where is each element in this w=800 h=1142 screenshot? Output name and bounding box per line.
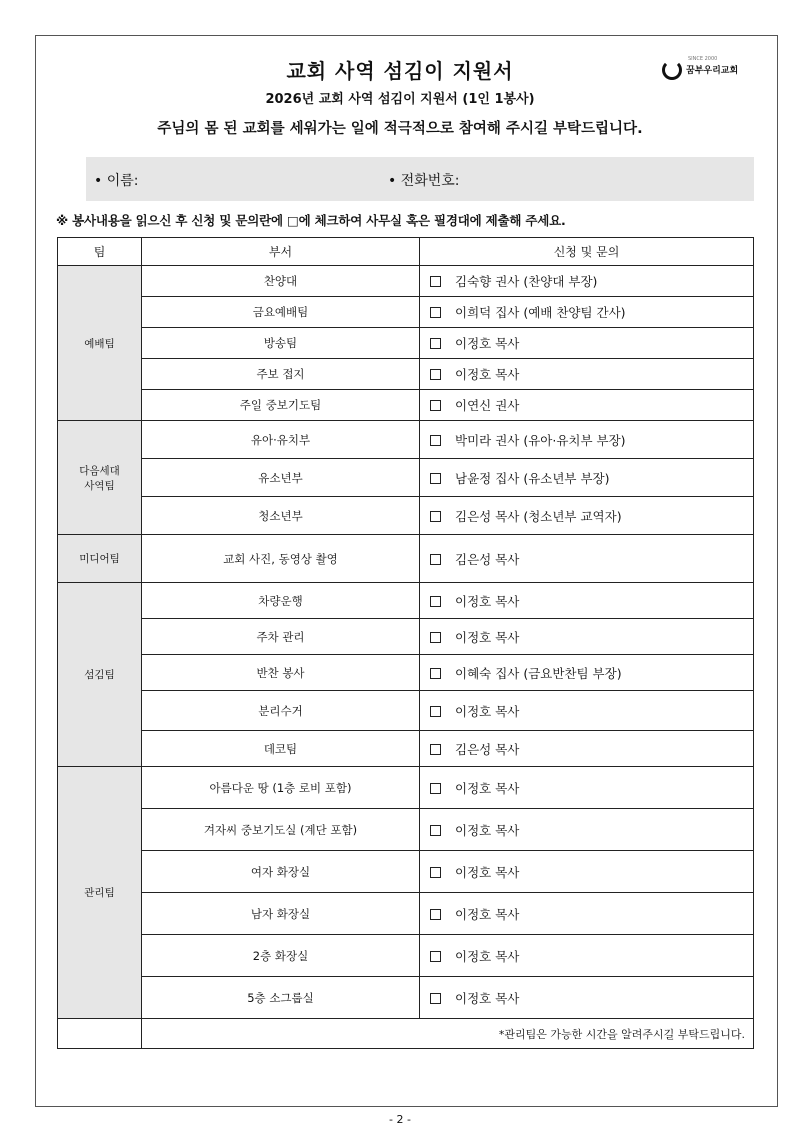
contact-text: 이혜숙 집사 (금요반찬팀 부장) [455,665,622,681]
intro-text: 주님의 몸 된 교회를 세워가는 일에 적극적으로 참여해 주시길 부탁드립니다. [157,121,643,137]
table-row [58,977,754,1019]
table-row [58,328,754,359]
contact-cell [420,731,754,767]
form-subtitle: 2026년 교회 사역 섬김이 지원서 (1인 1봉사) [265,92,535,107]
phone-field-label[interactable]: • 전화번호: [388,173,460,189]
table-row [58,497,754,535]
contact-text: 이정호 목사 [455,906,520,922]
contact-cell [420,497,754,535]
contact-text: 이정호 목사 [455,822,520,838]
dept-cell: 반찬 봉사 [142,655,420,691]
contact-text: 이정호 목사 [455,629,520,645]
contact-text: 이희덕 집사 (예배 찬양팀 간사) [455,305,626,320]
dept-cell: 교회 사진, 동영상 촬영 [142,535,420,583]
dept-cell: 유아·유치부 [142,421,420,459]
contact-cell [420,297,754,328]
apply-checkbox[interactable] [430,338,441,349]
apply-checkbox[interactable] [430,993,441,1004]
contact-cell [420,977,754,1019]
apply-checkbox[interactable] [430,909,441,920]
contact-cell [420,459,754,497]
contact-cell [420,328,754,359]
table-row [58,691,754,731]
table-row [58,583,754,619]
contact-text: 이정호 목사 [455,864,520,880]
apply-checkbox[interactable] [430,783,441,794]
contact-cell [420,619,754,655]
contact-cell [420,421,754,459]
table-row [58,935,754,977]
table-row [58,359,754,390]
apply-checkbox[interactable] [430,596,441,607]
apply-checkbox[interactable] [430,668,441,679]
dept-cell: 분리수거 [142,691,420,731]
apply-checkbox[interactable] [430,511,441,522]
apply-checkbox[interactable] [430,276,441,287]
contact-cell [420,535,754,583]
volunteer-table [57,237,754,1049]
header-team: 팀 [58,238,142,266]
header-contact: 신청 및 문의 [420,238,754,266]
contact-text: 박미라 권사 (유아·유치부 부장) [455,432,626,448]
table-row [58,767,754,809]
contact-text: 이정호 목사 [455,948,520,964]
footer-empty-cell [58,1019,142,1049]
table-row [58,535,754,583]
apply-checkbox[interactable] [430,744,441,755]
apply-checkbox[interactable] [430,825,441,836]
contact-cell [420,359,754,390]
form-title: 교회 사역 섬김이 지원서 [286,59,514,83]
dept-cell: 청소년부 [142,497,420,535]
dept-cell: 데코팀 [142,731,420,767]
dept-cell: 5층 소그룹실 [142,977,420,1019]
contact-text: 이정호 목사 [455,990,520,1006]
church-logo [660,54,755,88]
contact-text: 김은성 목사 (청소년부 교역자) [455,508,622,524]
table-footer-row [58,1019,754,1049]
team-name-cell: 섬김팀 [58,583,142,767]
dept-cell: 주차 관리 [142,619,420,655]
table-row [58,266,754,297]
team-name-cell: 예배팀 [58,266,142,421]
dept-cell: 유소년부 [142,459,420,497]
apply-checkbox[interactable] [430,706,441,717]
contact-cell [420,935,754,977]
contact-cell [420,583,754,619]
footer-note: *관리팀은 가능한 시간을 알려주시길 부탁드립니다. [142,1019,754,1049]
header-dept: 부서 [142,238,420,266]
apply-checkbox[interactable] [430,435,441,446]
contact-text: 김은성 목사 [455,551,520,567]
apply-checkbox[interactable] [430,632,441,643]
contact-text: 이정호 목사 [455,367,520,382]
table-header-row [58,238,754,266]
table-row [58,459,754,497]
apply-checkbox[interactable] [430,473,441,484]
contact-cell [420,851,754,893]
apply-checkbox[interactable] [430,400,441,411]
apply-checkbox[interactable] [430,951,441,962]
table-row [58,390,754,421]
team-name-cell: 미디어팀 [58,535,142,583]
apply-checkbox[interactable] [430,369,441,380]
table-body [58,266,754,1049]
contact-cell [420,767,754,809]
apply-checkbox[interactable] [430,554,441,565]
table-row [58,619,754,655]
contact-text: 이정호 목사 [455,780,520,796]
dept-cell: 차량운행 [142,583,420,619]
team-name-cell: 다음세대 사역팀 [58,421,142,535]
dept-cell: 2층 화장실 [142,935,420,977]
team-name-cell: 관리팀 [58,767,142,1019]
dept-cell: 방송팀 [142,328,420,359]
contact-text: 이연신 권사 [455,398,520,413]
instruction-notice: ※ 봉사내용을 읽으신 후 신청 및 문의란에 □에 체크하여 사무실 혹은 필경대에 제출해 주세요. [56,213,566,228]
table-row [58,297,754,328]
contact-text: 이정호 목사 [455,593,520,609]
table-row [58,421,754,459]
dept-cell: 겨자씨 중보기도실 (계단 포함) [142,809,420,851]
table-row [58,851,754,893]
table-row [58,809,754,851]
contact-text: 김숙향 권사 (찬양대 부장) [455,274,598,289]
contact-cell [420,390,754,421]
contact-cell [420,691,754,731]
contact-text: 김은성 목사 [455,741,520,757]
contact-cell [420,893,754,935]
dept-cell: 주보 접지 [142,359,420,390]
dept-cell: 찬양대 [142,266,420,297]
table-row [58,655,754,691]
dept-cell: 금요예배팀 [142,297,420,328]
dept-cell: 주일 중보기도팀 [142,390,420,421]
dept-cell: 여자 화장실 [142,851,420,893]
dept-cell: 아름다운 땅 (1층 로비 포함) [142,767,420,809]
logo-small-text: SINCE 2000 [688,56,718,62]
contact-cell [420,266,754,297]
table-row [58,893,754,935]
contact-cell [420,655,754,691]
logo-arc-icon [662,60,682,80]
apply-checkbox[interactable] [430,307,441,318]
table-row [58,731,754,767]
contact-text: 이정호 목사 [455,703,520,719]
dept-cell: 남자 화장실 [142,893,420,935]
page-number: - 2 - [389,1113,411,1126]
contact-cell [420,809,754,851]
apply-checkbox[interactable] [430,867,441,878]
contact-text: 이정호 목사 [455,336,520,351]
logo-text: 꿈부우리교회 [686,66,739,76]
name-field-label[interactable]: • 이름: [94,173,139,189]
contact-text: 남윤정 집사 (유소년부 부장) [455,470,610,486]
applicant-info-box [86,157,754,201]
